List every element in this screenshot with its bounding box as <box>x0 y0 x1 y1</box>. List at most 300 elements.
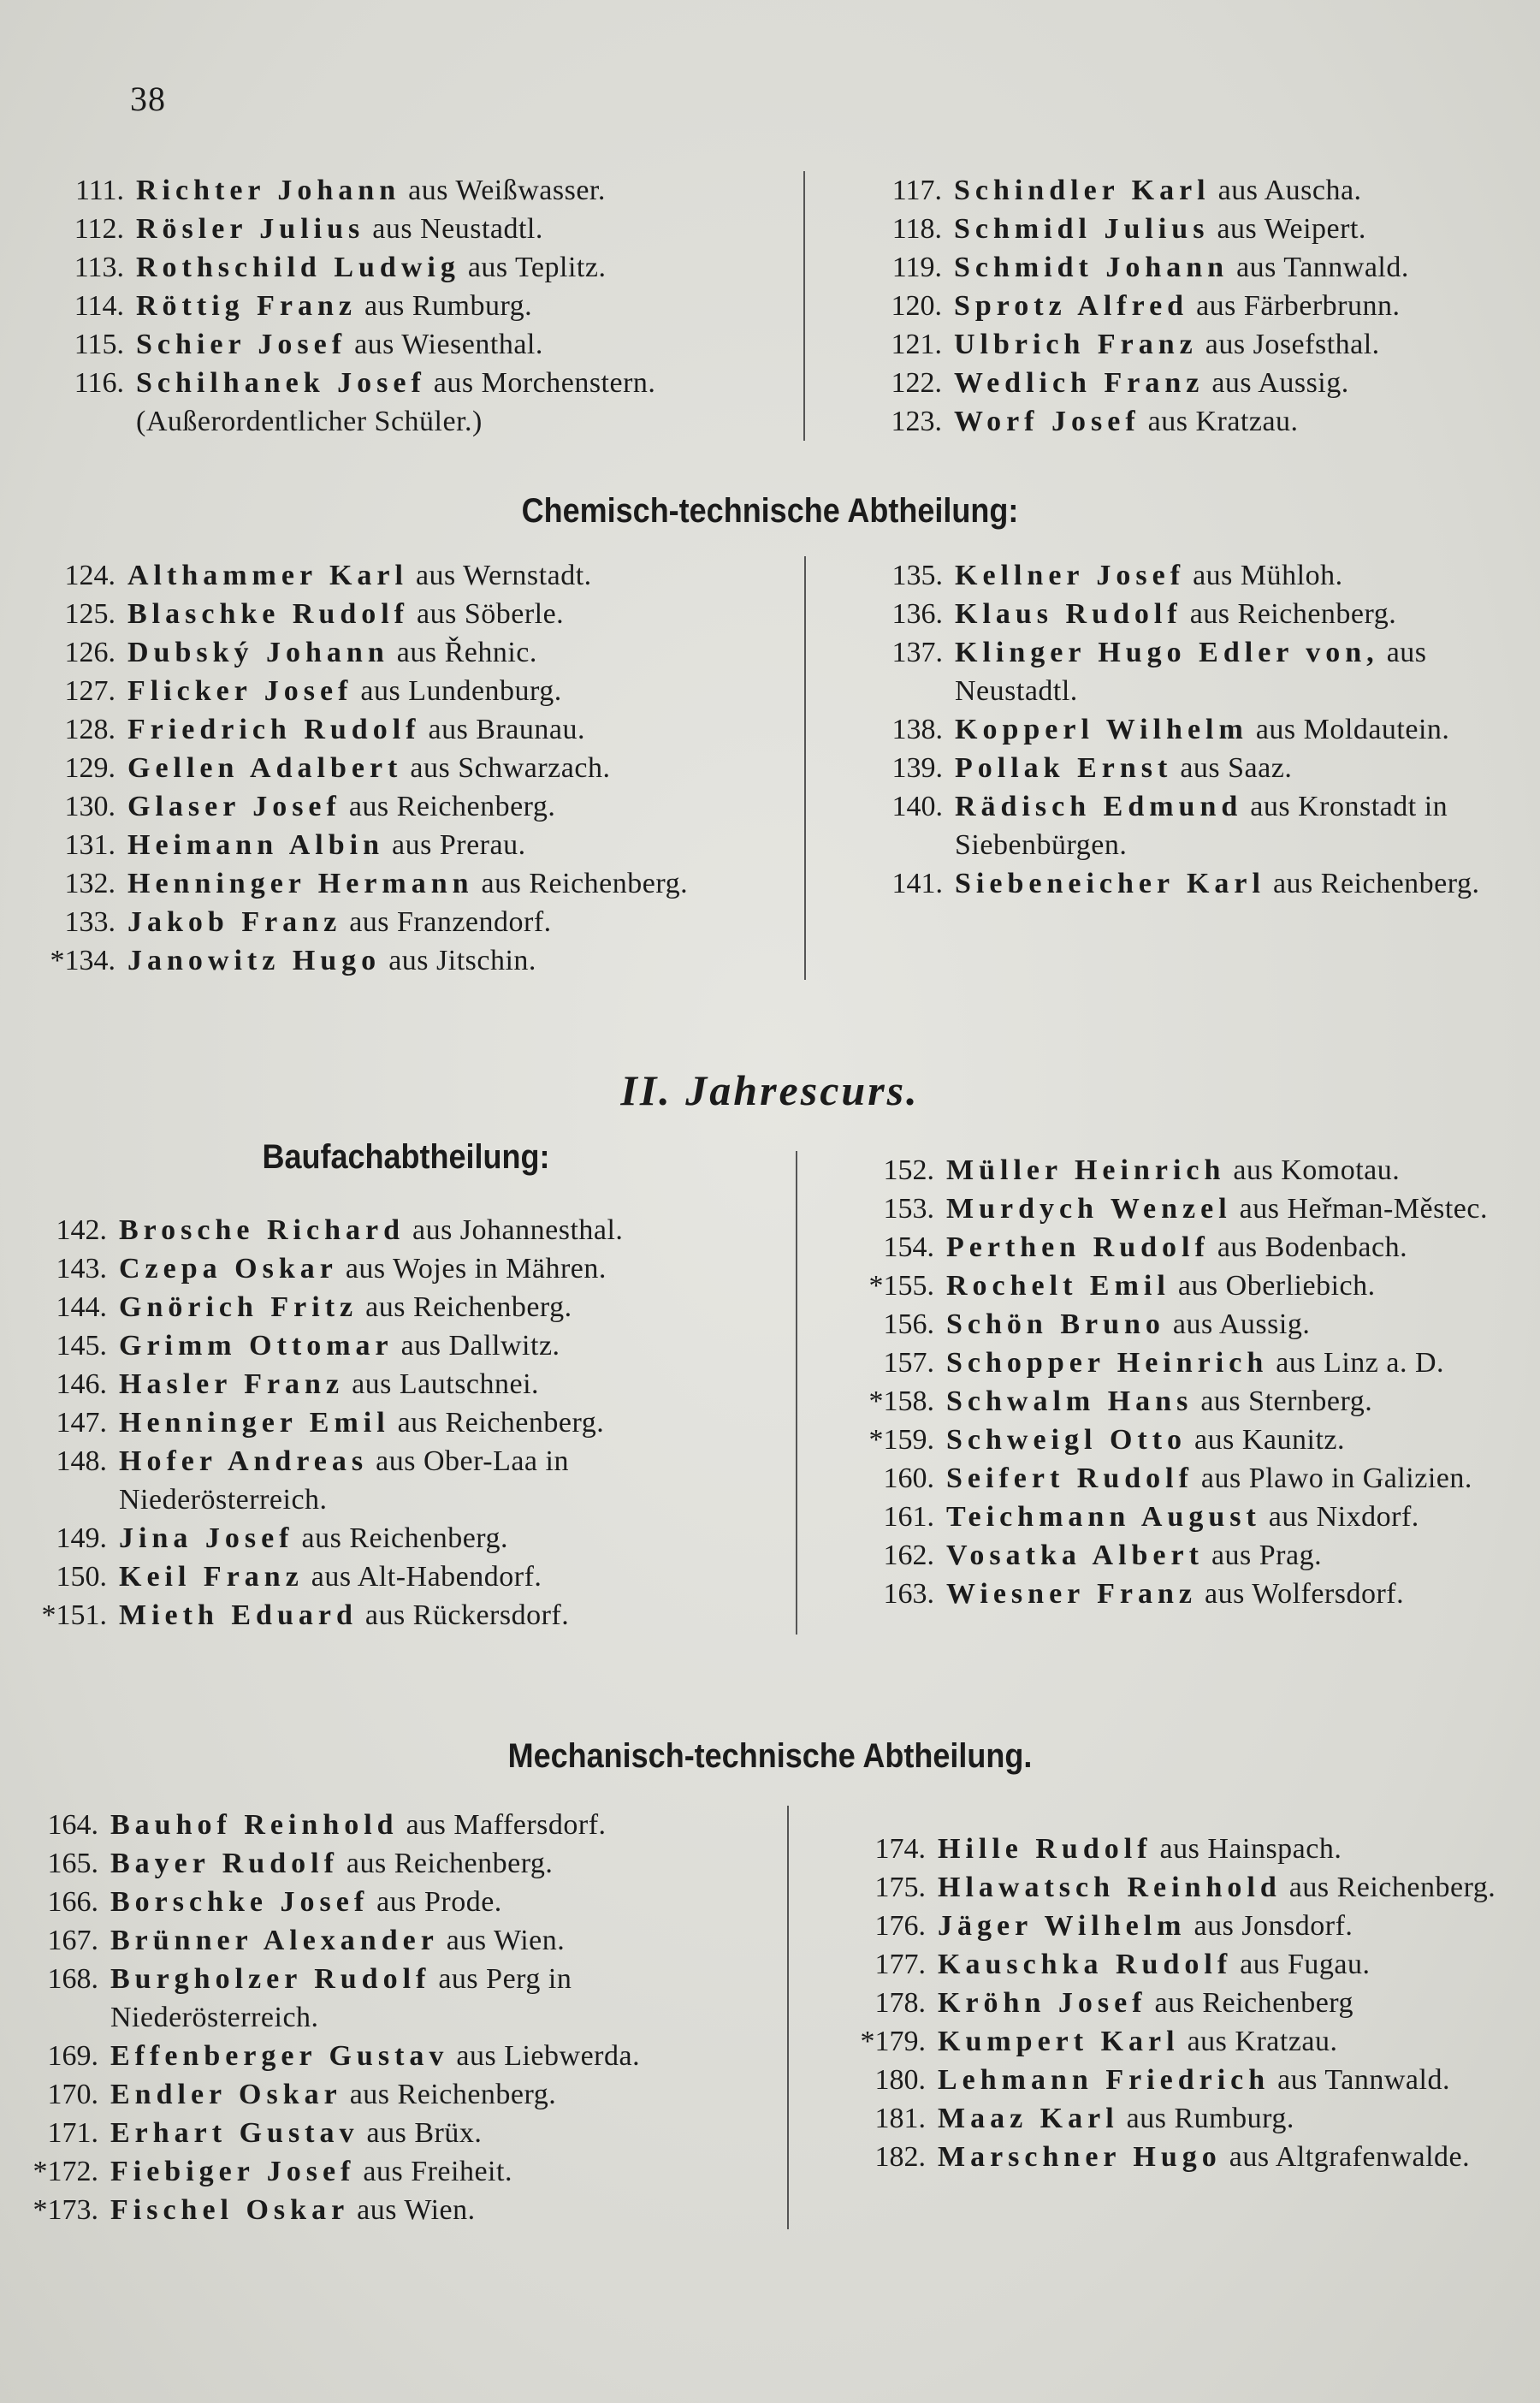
student-origin: aus Altgrafenwalde. <box>1221 2141 1471 2173</box>
entry-number: 181. <box>874 2103 926 2134</box>
entry-text <box>127 556 779 595</box>
student-name: Schmidt Johann <box>953 252 1229 283</box>
entry-text <box>110 2037 761 2075</box>
entry-number: 143. <box>56 1253 107 1285</box>
list-item <box>844 1190 1503 1228</box>
student-name: Kauschka Rudolf <box>938 1949 1233 1980</box>
entry-text <box>946 1344 1503 1382</box>
student-name: Schopper Heinrich <box>946 1347 1269 1379</box>
student-name: Marschner Hugo <box>938 2141 1222 2173</box>
entry-text <box>119 1211 770 1249</box>
entry-number: 140. <box>891 791 943 822</box>
entry-number: 123. <box>891 406 942 437</box>
entry-number: 163. <box>883 1578 934 1610</box>
student-name: Schier Josef <box>136 329 347 360</box>
student-name: Schweigl Otto <box>946 1424 1188 1456</box>
entry-text <box>955 710 1512 749</box>
student-origin: aus Prag. <box>1203 1540 1323 1571</box>
list-item <box>34 364 778 441</box>
student-name: Janowitz Hugo <box>127 945 382 976</box>
entry-text <box>955 787 1512 864</box>
entry-text <box>119 1558 770 1596</box>
list-item <box>853 710 1512 749</box>
entry-text <box>955 633 1512 710</box>
entry-text <box>946 1498 1503 1536</box>
entry-number: 147. <box>56 1407 107 1439</box>
entry-text <box>946 1536 1503 1575</box>
student-name: Vosatka Albert <box>946 1540 1204 1571</box>
student-origin: aus Fugau. <box>1232 1949 1371 1980</box>
entry-text <box>938 1868 1499 1907</box>
student-name: Friedrich Rudolf <box>127 714 421 745</box>
entry-text <box>110 2114 761 2152</box>
list-item <box>17 1558 770 1596</box>
student-origin: aus Jitschin. <box>381 945 536 976</box>
list-item <box>17 1211 770 1249</box>
entry-text <box>127 787 779 826</box>
entry-text <box>119 1326 770 1365</box>
student-name: Schön Bruno <box>946 1308 1165 1340</box>
entry-number: 137. <box>891 637 943 668</box>
entry-text <box>954 402 1523 441</box>
list-item <box>853 556 1512 595</box>
student-origin: aus Färberbrunn. <box>1188 290 1401 322</box>
student-name: Bauhof Reinhold <box>110 1809 399 1841</box>
entry-number: 117. <box>891 175 942 206</box>
student-name: Rochelt Emil <box>946 1270 1170 1302</box>
student-origin: aus Řehnic. <box>388 637 537 668</box>
student-name: Dubský Johann <box>127 637 389 668</box>
entry-number: 135. <box>891 560 943 591</box>
entry-text <box>954 325 1523 364</box>
student-origin: aus Aussig. <box>1204 367 1349 399</box>
student-origin: aus Perg in Niederösterreich. <box>110 1963 572 2033</box>
entry-text <box>127 710 779 749</box>
student-origin: aus Bodenbach. <box>1209 1231 1408 1263</box>
bau-student-list <box>17 1151 1523 1635</box>
entry-number: 177. <box>874 1949 926 1980</box>
list-item <box>26 826 779 864</box>
section-heading-mechanisch: Mechanisch-technische Abtheilung. <box>507 1737 1033 1775</box>
student-name: Fischel Oskar <box>110 2194 350 2226</box>
student-name: Endler Oskar <box>110 2079 342 2110</box>
list-item <box>852 364 1523 402</box>
entry-text <box>946 1459 1503 1498</box>
entry-text <box>946 1228 1503 1267</box>
list-item <box>836 2099 1499 2138</box>
list-item <box>844 1382 1503 1421</box>
student-name: Jina Josef <box>119 1522 294 1554</box>
entry-text <box>110 2191 761 2229</box>
student-name: Kumpert Karl <box>938 2026 1180 2057</box>
chemisch-right-column <box>804 556 1512 980</box>
entry-number: 156. <box>883 1308 934 1340</box>
entry-text <box>119 1365 770 1403</box>
entry-number: 130. <box>64 791 116 822</box>
course-title: II. Jahrescurs. <box>620 1066 920 1114</box>
list-item <box>844 1267 1503 1305</box>
student-name: Pollak Ernst <box>955 752 1173 784</box>
student-name: Glaser Josef <box>127 791 341 822</box>
student-name: Seifert Rudolf <box>946 1463 1194 1494</box>
student-name: Heimann Albin <box>127 829 385 861</box>
list-item <box>34 210 778 248</box>
entry-text <box>938 2022 1499 2061</box>
entry-number: 162. <box>883 1540 934 1571</box>
student-origin: aus Hainspach. <box>1152 1833 1342 1865</box>
list-item <box>9 1960 761 2037</box>
student-name: Müller Heinrich <box>946 1154 1226 1186</box>
entry-text <box>136 364 778 441</box>
student-origin: aus Reichenberg. <box>389 1407 605 1439</box>
entry-number: *134. <box>50 945 116 976</box>
list-item <box>26 633 779 672</box>
student-name: Murdych Wenzel <box>946 1193 1232 1225</box>
entry-number: 153. <box>883 1193 934 1225</box>
list-item <box>852 325 1523 364</box>
student-name: Czepa Oskar <box>119 1253 338 1285</box>
list-item <box>852 171 1523 210</box>
student-name: Fiebiger Josef <box>110 2156 356 2187</box>
section-heading-chemisch: Chemisch-technische Abtheilung: <box>521 492 1019 530</box>
student-origin: aus Wien. <box>438 1925 566 1956</box>
student-origin: aus Mühloh. <box>1185 560 1343 591</box>
student-name: Rösler Julius <box>136 213 365 245</box>
list-item <box>26 787 779 826</box>
chemisch-student-list <box>26 556 1523 980</box>
student-origin: aus Rückersdorf. <box>357 1599 570 1631</box>
list-item <box>17 1326 770 1365</box>
student-name: Klinger Hugo Edler von, <box>955 637 1379 668</box>
student-name: Rädisch Edmund <box>955 791 1243 822</box>
student-origin: aus Weißwasser. <box>400 175 606 206</box>
student-origin: aus Reichenberg. <box>341 791 556 822</box>
entry-text <box>119 1403 770 1442</box>
entry-number: 120. <box>891 290 942 322</box>
student-name: Kellner Josef <box>955 560 1186 591</box>
list-item <box>26 556 779 595</box>
student-name: Blaschke Rudolf <box>127 598 409 630</box>
student-origin: aus Johannesthal. <box>404 1214 624 1246</box>
student-name: Siebeneicher Karl <box>955 868 1265 899</box>
list-item <box>852 210 1523 248</box>
list-item <box>26 710 779 749</box>
entry-text <box>110 1844 761 1883</box>
student-origin: aus Kaunitz. <box>1187 1424 1345 1456</box>
entry-text <box>938 2061 1499 2099</box>
list-item <box>844 1344 1503 1382</box>
student-origin: aus Brüx. <box>358 2117 483 2149</box>
entry-number: 167. <box>47 1925 98 1956</box>
student-name: Teichmann August <box>946 1501 1261 1533</box>
student-origin: aus Freiheit. <box>355 2156 512 2187</box>
student-origin: aus Wernstadt. <box>407 560 592 591</box>
entry-text <box>938 2138 1499 2176</box>
student-origin: aus Neustadtl. <box>955 637 1427 707</box>
entry-text <box>954 210 1523 248</box>
entry-text <box>938 1945 1499 1984</box>
student-name: Schwalm Hans <box>946 1385 1194 1417</box>
bau-left-column <box>17 1151 796 1635</box>
student-origin: aus Kratzau. <box>1179 2026 1338 2057</box>
list-item <box>17 1403 770 1442</box>
list-item <box>9 2114 761 2152</box>
entry-number: 132. <box>64 868 116 899</box>
student-origin: aus Rumburg. <box>357 290 533 322</box>
student-origin: aus Dallwitz. <box>393 1330 560 1362</box>
list-item <box>17 1288 770 1326</box>
student-name: Gellen Adalbert <box>127 752 403 784</box>
section-heading-bau: Baufachabtheilung: <box>262 1138 550 1176</box>
student-origin: aus Reichenberg. <box>358 1291 572 1323</box>
entry-number: 180. <box>874 2064 926 2096</box>
list-item <box>853 633 1512 710</box>
student-origin: aus Komotau. <box>1225 1154 1401 1186</box>
list-item <box>26 864 779 903</box>
list-item <box>17 1365 770 1403</box>
entry-number: 114. <box>74 290 124 322</box>
entry-number: 138. <box>891 714 943 745</box>
student-origin: aus Reichenberg. <box>1182 598 1397 630</box>
entry-number: *151. <box>41 1599 107 1631</box>
list-item <box>853 749 1512 787</box>
list-item <box>9 1844 761 1883</box>
entry-text <box>119 1519 770 1558</box>
entry-number: 165. <box>47 1848 98 1879</box>
entry-number: 175. <box>874 1872 926 1903</box>
entry-number: *172. <box>33 2156 98 2187</box>
list-item <box>836 1907 1499 1945</box>
entry-number: 133. <box>64 906 116 938</box>
entry-text <box>127 826 779 864</box>
list-item <box>853 864 1512 903</box>
list-item <box>836 2061 1499 2099</box>
list-item <box>836 2138 1499 2176</box>
entry-number: 124. <box>64 560 116 591</box>
entry-number: 154. <box>883 1231 934 1263</box>
entry-number: 126. <box>64 637 116 668</box>
student-origin: aus Josefsthal. <box>1197 329 1380 360</box>
student-name: Bayer Rudolf <box>110 1848 339 1879</box>
entry-text <box>946 1421 1503 1459</box>
student-origin: aus Aussig. <box>1164 1308 1311 1340</box>
entry-number: *173. <box>33 2194 98 2226</box>
entry-number: 141. <box>891 868 943 899</box>
student-origin: aus Auscha. <box>1210 175 1362 206</box>
entry-number: 113. <box>74 252 124 283</box>
student-origin: aus Saaz. <box>1172 752 1293 784</box>
student-origin: aus Tannwald. <box>1270 2064 1450 2096</box>
mechanisch-left-column <box>9 1806 787 2229</box>
entry-text <box>110 2152 761 2191</box>
list-item <box>852 287 1523 325</box>
entry-number: 122. <box>891 367 942 399</box>
entry-text <box>938 1907 1499 1945</box>
entry-number: 144. <box>56 1291 107 1323</box>
student-name: Richter Johann <box>136 175 401 206</box>
entry-text <box>127 903 779 941</box>
student-name: Schindler Karl <box>953 175 1211 206</box>
student-name: Jäger Wilhelm <box>938 1910 1187 1942</box>
entry-number: *158. <box>868 1385 934 1417</box>
student-name: Perthen Rudolf <box>946 1231 1210 1263</box>
entry-text <box>954 364 1523 402</box>
student-origin: aus Schwarzach. <box>402 752 611 784</box>
entry-text <box>110 1806 761 1844</box>
entry-number: 112. <box>74 213 124 245</box>
entry-number: 182. <box>874 2141 926 2173</box>
entry-text <box>127 749 779 787</box>
entry-number: 160. <box>883 1463 934 1494</box>
entry-text <box>954 287 1523 325</box>
list-item <box>9 2075 761 2114</box>
top-student-list <box>34 171 1523 441</box>
entry-text <box>136 325 778 364</box>
list-item <box>9 1921 761 1960</box>
entry-number: 161. <box>883 1501 934 1533</box>
entry-number: 118. <box>891 213 942 245</box>
student-name: Wiesner Franz <box>946 1578 1197 1610</box>
entry-text <box>946 1575 1503 1613</box>
page-number: 38 <box>130 80 166 118</box>
entry-text <box>955 864 1512 903</box>
list-item <box>836 1868 1499 1907</box>
entry-number: 150. <box>56 1561 107 1593</box>
student-origin: aus Braunau. <box>420 714 585 745</box>
student-name: Schilhanek Josef <box>136 367 426 399</box>
entry-number: 115. <box>74 329 124 360</box>
student-origin: aus Heřman-Městec. <box>1231 1193 1488 1225</box>
entry-text <box>946 1305 1503 1344</box>
student-name: Effenberger Gustav <box>110 2040 449 2072</box>
entry-text <box>955 749 1512 787</box>
student-name: Grimm Ottomar <box>119 1330 394 1362</box>
list-item <box>26 941 779 980</box>
entry-number: 145. <box>56 1330 107 1362</box>
entry-number: *159. <box>868 1424 934 1456</box>
list-item <box>34 248 778 287</box>
student-origin: aus Wiesenthal. <box>346 329 543 360</box>
entry-number: 131. <box>64 829 116 861</box>
student-name: Althammer Karl <box>127 560 408 591</box>
entry-text <box>136 248 778 287</box>
entry-text <box>954 248 1523 287</box>
student-name: Brosche Richard <box>119 1214 405 1246</box>
student-name: Wedlich Franz <box>953 367 1205 399</box>
student-origin: aus Reichenberg. <box>341 2079 557 2110</box>
student-origin: aus Söberle. <box>409 598 565 630</box>
list-item <box>26 595 779 633</box>
student-origin: aus Sternberg. <box>1193 1385 1373 1417</box>
student-origin: aus Oberliebich. <box>1170 1270 1376 1302</box>
list-item <box>9 2191 761 2229</box>
student-name: Worf Josef <box>953 406 1140 437</box>
entry-text <box>127 672 779 710</box>
entry-text <box>938 2099 1499 2138</box>
entry-text <box>110 1960 761 2037</box>
student-name: Hlawatsch Reinhold <box>938 1872 1282 1903</box>
entry-text <box>946 1190 1503 1228</box>
list-item <box>26 749 779 787</box>
entry-number: 169. <box>47 2040 98 2072</box>
student-origin: aus Jonsdorf. <box>1186 1910 1353 1942</box>
student-origin: aus Reichenberg <box>1146 1987 1354 2019</box>
chemisch-left-column <box>26 556 804 980</box>
entry-number: 142. <box>56 1214 107 1246</box>
entry-number: 121. <box>891 329 942 360</box>
list-item <box>9 1883 761 1921</box>
entry-number: 119. <box>891 252 942 283</box>
list-item <box>17 1442 770 1519</box>
mechanisch-right-column <box>787 1806 1499 2229</box>
entry-number: 139. <box>891 752 943 784</box>
student-origin: aus Alt-Habendorf. <box>303 1561 542 1593</box>
list-item <box>852 402 1523 441</box>
list-item <box>844 1421 1503 1459</box>
student-name: Mieth Eduard <box>119 1599 358 1631</box>
student-origin: aus Plawo in Galizien. <box>1193 1463 1472 1494</box>
student-name: Borschke Josef <box>110 1886 370 1918</box>
student-name: Hofer Andreas <box>119 1445 369 1477</box>
student-name: Klaus Rudolf <box>955 598 1182 630</box>
list-item <box>836 1830 1499 1868</box>
list-item <box>836 1945 1499 1984</box>
list-item <box>17 1596 770 1635</box>
mechanisch-heading-wrap <box>0 1737 1540 1776</box>
entry-number: 157. <box>883 1347 934 1379</box>
entry-text <box>946 1267 1503 1305</box>
list-item <box>9 1806 761 1844</box>
list-item <box>844 1151 1503 1190</box>
list-item <box>836 1984 1499 2022</box>
list-item <box>34 171 778 210</box>
student-name: Schmidl Julius <box>953 213 1210 245</box>
entry-number: 136. <box>891 598 943 630</box>
list-item <box>9 2037 761 2075</box>
student-origin: aus Reichenberg. <box>338 1848 554 1879</box>
entry-number: 152. <box>883 1154 934 1186</box>
student-name: Henninger Emil <box>119 1407 390 1439</box>
student-origin: aus Moldautein. <box>1247 714 1450 745</box>
entry-text <box>119 1249 770 1288</box>
entry-text <box>136 210 778 248</box>
student-origin: aus Wolfersdorf. <box>1197 1578 1405 1610</box>
student-origin: aus Lautschnei. <box>344 1368 540 1400</box>
entry-number: 176. <box>874 1910 926 1942</box>
student-name: Flicker Josef <box>127 675 353 707</box>
student-origin: aus Reichenberg. <box>1281 1872 1496 1903</box>
list-item <box>844 1459 1503 1498</box>
entry-number: 127. <box>64 675 116 707</box>
entry-text <box>938 1984 1499 2022</box>
list-item <box>853 787 1512 864</box>
student-name: Sprotz Alfred <box>953 290 1189 322</box>
student-name: Hasler Franz <box>119 1368 345 1400</box>
list-item <box>852 248 1523 287</box>
entry-number: 178. <box>874 1987 926 2019</box>
student-name: Brünner Alexander <box>110 1925 439 1956</box>
entry-number: 146. <box>56 1368 107 1400</box>
student-name: Kröhn Josef <box>938 1987 1147 2019</box>
student-origin: aus Nixdorf. <box>1260 1501 1419 1533</box>
student-origin: aus Prode. <box>369 1886 502 1918</box>
entry-text <box>119 1596 770 1635</box>
entry-text <box>946 1382 1503 1421</box>
student-name: Lehmann Friedrich <box>938 2064 1270 2096</box>
student-name: Keil Franz <box>119 1561 304 1593</box>
student-origin: aus Kronstadt in Siebenbürgen. <box>955 791 1448 861</box>
student-origin: aus Lundenburg. <box>352 675 562 707</box>
